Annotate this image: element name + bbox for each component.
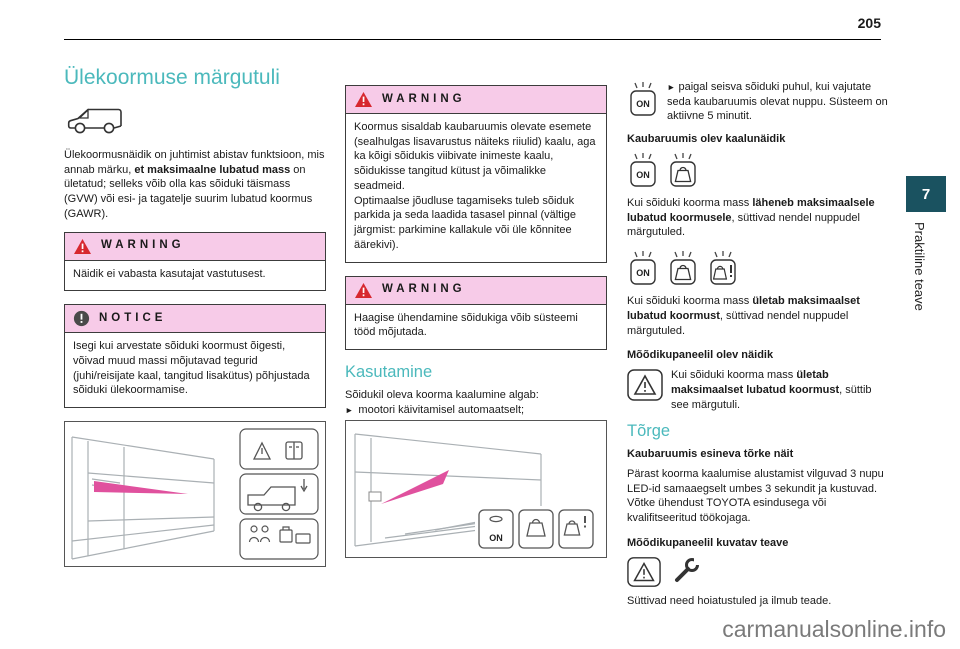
van-silhouette-icon bbox=[64, 97, 126, 137]
fault-paragraph-1: Pärast koorma kaalumise alustamist vilguvad 3 nupu LED-id samaaegselt umbes 3 sekundit ja kustuvad. bbox=[627, 467, 884, 495]
cluster-text-1: Kui sõiduki koorma mass bbox=[671, 369, 797, 382]
on-button-text bbox=[627, 80, 888, 124]
notice-label: NOTICE bbox=[99, 312, 167, 325]
van-icon bbox=[64, 97, 326, 142]
section-tab: 7 bbox=[906, 176, 946, 212]
warning-box-1 bbox=[64, 232, 326, 292]
warning-box-3 bbox=[345, 276, 607, 350]
intro-paragraph bbox=[64, 148, 326, 222]
load-weight-lit-icon bbox=[667, 152, 699, 190]
section-heading-usage: Kasutamine bbox=[345, 363, 433, 382]
on-button-lit-icon bbox=[627, 152, 659, 190]
heading-cargo-indicator: Kaubaruumis olev kaalunäidik bbox=[627, 133, 786, 146]
intro-bold: et maksimaalne lubatud mass bbox=[134, 163, 291, 176]
cluster-warning-lamp-icon bbox=[627, 556, 661, 588]
notice-body bbox=[65, 333, 325, 407]
cluster-warning-text bbox=[627, 368, 888, 412]
warning-header bbox=[346, 86, 606, 114]
notice-text: Isegi kui arvestate sõiduki koormust õigesti, võivad muud massi mõjutavad tegurid (juhi/reisijate kaal, tangitud lisakütus) põhjustada sõiduki ülekoormamise. bbox=[73, 340, 310, 397]
intro-text-2: on ületatud; selleks võib olla kas sõiduki täismass (GVW) või esi- ja tagatelje suurim lubatud koormus (GAWR). bbox=[64, 163, 313, 220]
cluster-warning-lamp-icon bbox=[627, 369, 663, 401]
legend-icons bbox=[475, 506, 599, 552]
warning-triangle-icon bbox=[354, 91, 373, 108]
on-button-lit-icon bbox=[627, 250, 659, 288]
page-title: Ülekoormuse märgutuli bbox=[64, 66, 280, 89]
usage-intro: Sõidukil oleva koorma kaalumine algab: bbox=[345, 389, 539, 402]
warning-text: Näidik ei vabasta kasutajat vastutusest. bbox=[73, 267, 266, 280]
overload-weight-icon bbox=[707, 250, 739, 288]
load-weight-lit-icon bbox=[667, 250, 699, 288]
fault-subheading-cargo: Kaubaruumis esineva tõrke näit bbox=[627, 448, 794, 461]
on-label: ON bbox=[636, 99, 650, 109]
warning-text-2: Optimaalse jõudluse tagamiseks tuleb sõiduk parkida ja seda laadida tasasel pinnal (vältige järgmist: parkimine kallakule või üle kõnnitee äärekivi). bbox=[354, 194, 576, 251]
section-heading-fault: Tõrge bbox=[627, 422, 671, 441]
over-bold: ületab maksimaalset lubatud koormust bbox=[627, 295, 860, 322]
near-limit-paragraph bbox=[627, 196, 888, 240]
bullet-arrow-icon: ► bbox=[667, 82, 676, 92]
warning-label: WARNING bbox=[101, 239, 185, 252]
on-button-description: paigal seisva sõiduki puhul, kui vajutate seda kaubaruumis olevat nuppu. Süsteem on aktiivne 5 minutit. bbox=[667, 81, 888, 123]
notice-box bbox=[64, 304, 326, 408]
warning-body bbox=[65, 261, 325, 291]
bullet-arrow-icon: ► bbox=[345, 404, 354, 415]
warning-body bbox=[346, 305, 606, 349]
intro-text-1: Ülekoormusnäidik on juhtimist abistav funktsioon, mis annab märku, bbox=[64, 148, 325, 176]
usage-bullet-item bbox=[345, 403, 607, 418]
warning-text-1: Koormus sisaldab kaubaruumis olevate esemete (sealhulgas lisavarustus näiteks riiulid) kaalu, aga ka kõigi sõidukis viibivate inimeste kaalu, sõidukisse tangitud kütust ja võimalikke seadmeid. bbox=[354, 121, 596, 192]
heading-cluster-indicator: Mõõdikupaneelil olev näidik bbox=[627, 349, 774, 362]
near-text-1: Kui sõiduki koorma mass bbox=[627, 196, 753, 209]
cluster-text-2: , süttib see märgutuli. bbox=[671, 383, 872, 411]
fault-paragraph-2: Võtke ühendust TOYOTA esindusega või kvalifitseeritud töökojaga. bbox=[627, 497, 827, 525]
warning-triangle-icon bbox=[73, 238, 92, 255]
picto-row-fault bbox=[627, 556, 888, 588]
warning-text: Haagise ühendamine sõidukiga võib süsteemi tööd mõjutada. bbox=[354, 311, 578, 339]
page-number: 205 bbox=[857, 15, 881, 31]
on-button-icon bbox=[627, 81, 659, 119]
near-text-2: , süttivad nendel nuppudel märgutuled. bbox=[627, 211, 860, 239]
on-button-label: ON bbox=[489, 532, 503, 543]
cargo-button bbox=[369, 492, 381, 501]
warning-label: WARNING bbox=[382, 92, 466, 105]
legend-panel bbox=[240, 429, 318, 559]
cluster-warning-item bbox=[627, 368, 888, 412]
column-middle bbox=[345, 85, 607, 558]
notice-circle-icon bbox=[73, 310, 90, 327]
cluster-bold: ületab maksimaalset lubatud koormust bbox=[671, 369, 840, 396]
over-text-1: Kui sõiduki koorma mass bbox=[627, 295, 753, 308]
section-side-label: Praktiline teave bbox=[912, 222, 927, 311]
near-bold: läheneb maksimaalsele lubatud koormusele bbox=[627, 196, 875, 224]
warning-label: WARNING bbox=[382, 283, 466, 296]
on-button-item bbox=[627, 80, 888, 124]
on-label: ON bbox=[636, 268, 650, 279]
watermark: carmanualsonline.info bbox=[722, 616, 946, 642]
cargo-interior-illustration bbox=[64, 421, 326, 567]
warning-triangle-icon bbox=[354, 282, 373, 299]
notice-header bbox=[65, 305, 325, 333]
warning-header bbox=[346, 277, 606, 305]
fault-subheading-cluster: Mõõdikupaneelil kuvatav teave bbox=[627, 536, 789, 549]
over-limit-paragraph bbox=[627, 294, 888, 338]
picto-row-over-limit bbox=[627, 250, 888, 288]
warning-box-2 bbox=[345, 85, 607, 263]
header-rule bbox=[64, 39, 881, 40]
wrench-icon bbox=[669, 556, 703, 588]
usage-bullet-text: mootori käivitamisel automaatselt; bbox=[358, 403, 525, 416]
warning-body bbox=[346, 114, 606, 262]
over-text-2: , süttivad nendel nuppudel märgutuled. bbox=[627, 309, 849, 337]
picto-row-near-limit bbox=[627, 152, 888, 190]
fault-paragraph-3: Süttivad need hoiatustuled ja ilmub teade. bbox=[627, 594, 832, 607]
warning-header bbox=[65, 233, 325, 261]
on-label: ON bbox=[636, 169, 650, 180]
column-left bbox=[64, 66, 326, 567]
column-right bbox=[627, 80, 888, 608]
cargo-floor-illustration bbox=[345, 420, 607, 558]
